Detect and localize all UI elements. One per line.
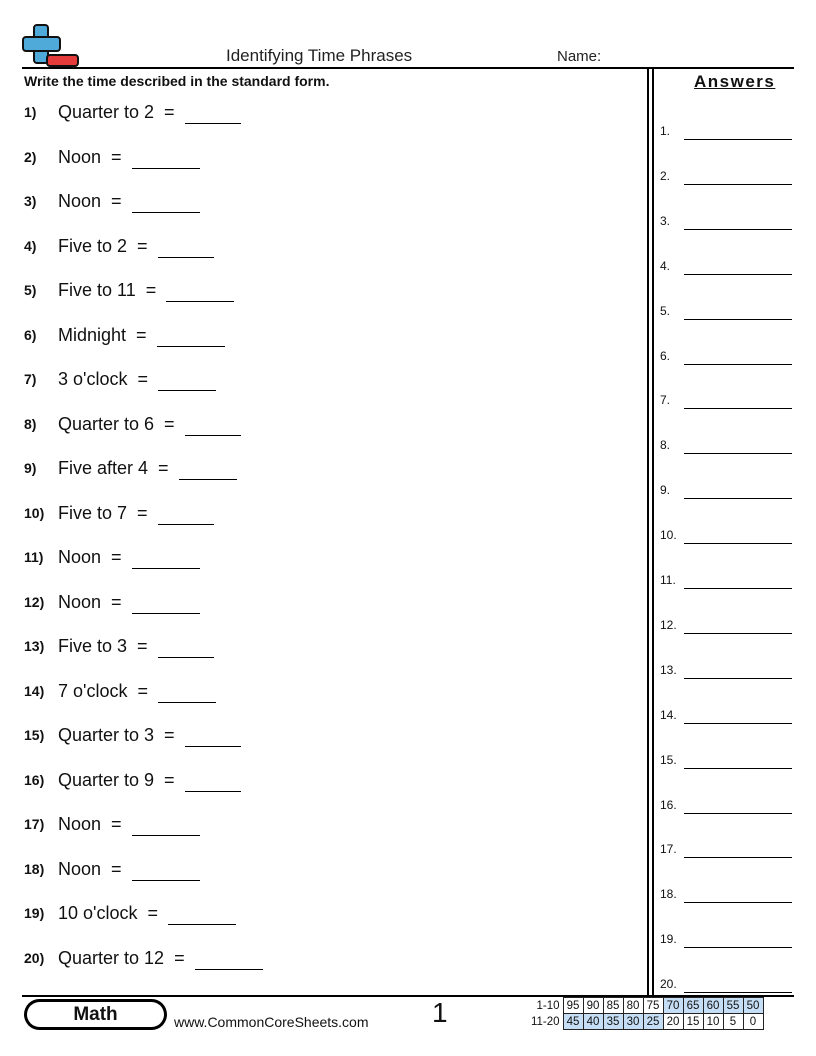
equals-sign: =	[164, 102, 175, 122]
equals-sign: =	[137, 680, 148, 701]
problem-number: 18)	[24, 860, 45, 877]
problem-text: Quarter to 6	[58, 413, 155, 434]
answer-number: 18.	[660, 887, 677, 902]
equals-sign: =	[137, 502, 148, 523]
answer-line[interactable]	[660, 479, 794, 499]
answer-underline	[684, 588, 792, 589]
answer-line[interactable]	[660, 210, 794, 230]
score-cell: 25	[643, 1014, 663, 1030]
score-range-label: 11-20	[530, 1015, 560, 1028]
problem-item	[24, 102, 241, 132]
answer-line[interactable]	[660, 794, 794, 814]
score-cell: 80	[623, 998, 643, 1014]
problem-number: 12)	[24, 593, 45, 610]
answer-blank[interactable]	[132, 814, 200, 836]
answer-number: 16.	[660, 797, 677, 812]
answer-blank[interactable]	[166, 280, 234, 302]
equals-sign: =	[137, 369, 148, 389]
score-range-label: 1-10	[536, 999, 560, 1012]
problem-item	[24, 191, 200, 221]
score-cell: 50	[743, 998, 763, 1014]
answer-number: 11.	[660, 573, 676, 587]
answer-underline	[684, 408, 792, 409]
equals-sign: =	[164, 413, 175, 434]
answer-blank[interactable]	[157, 325, 225, 347]
problem-number: 17)	[24, 816, 45, 832]
problem-text: Noon	[58, 191, 102, 211]
problem-item	[24, 903, 236, 933]
score-cell: 20	[663, 1014, 683, 1030]
score-cell: 55	[723, 998, 743, 1014]
problem-number: 13)	[24, 638, 45, 654]
answer-underline	[684, 992, 792, 993]
answer-line[interactable]	[660, 345, 794, 365]
problem-item	[24, 147, 200, 177]
problem-number: 2)	[24, 148, 37, 165]
problem-text: Noon	[58, 814, 102, 834]
equals-sign: =	[137, 636, 148, 656]
answer-number: 9.	[660, 483, 671, 498]
equals-sign: =	[174, 947, 185, 968]
answer-underline	[684, 723, 792, 724]
problem-text: Noon	[58, 146, 102, 167]
answer-line[interactable]	[660, 838, 794, 858]
subject-label: Math	[27, 1002, 164, 1027]
answer-underline	[684, 678, 792, 679]
equals-sign: =	[164, 725, 175, 745]
answer-line[interactable]	[660, 300, 794, 320]
instructions: Write the time described in the standard form.	[24, 73, 330, 89]
answer-underline	[684, 857, 792, 858]
equals-sign: =	[136, 324, 147, 345]
equals-sign: =	[111, 547, 122, 567]
problem-number: 6)	[24, 326, 37, 343]
problem-number: 10)	[24, 504, 45, 521]
answer-blank[interactable]	[158, 369, 216, 391]
answer-underline	[684, 453, 792, 454]
answer-line[interactable]	[660, 434, 794, 454]
problem-item	[24, 681, 216, 711]
answer-number: 4.	[660, 258, 671, 273]
score-cell: 60	[703, 998, 723, 1014]
answer-blank[interactable]	[179, 458, 237, 480]
problem-item	[24, 814, 200, 844]
answer-number: 12.	[660, 617, 677, 632]
equals-sign: =	[158, 458, 169, 478]
website-link[interactable]: www.CommonCoreSheets.com	[174, 1014, 369, 1030]
answer-line[interactable]	[660, 749, 794, 769]
answer-line[interactable]	[660, 883, 794, 903]
problem-text: Five to 3	[58, 636, 128, 656]
answer-line[interactable]	[660, 614, 794, 634]
answer-underline	[684, 813, 792, 814]
answer-blank[interactable]	[132, 547, 200, 569]
answer-line[interactable]	[660, 569, 794, 589]
answer-blank[interactable]	[158, 636, 214, 658]
problem-number: 4)	[24, 237, 37, 254]
score-cell: 85	[603, 998, 623, 1014]
problem-text: Noon	[58, 858, 102, 879]
answer-line[interactable]	[660, 165, 794, 185]
score-cell: 75	[643, 998, 663, 1014]
answer-line[interactable]	[660, 524, 794, 544]
score-row	[527, 1014, 763, 1030]
answer-underline	[684, 364, 792, 365]
problem-number: 5)	[24, 282, 37, 298]
problem-text: Five to 2	[58, 235, 128, 256]
problem-text: Quarter to 3	[58, 725, 155, 745]
score-cell: 0	[743, 1014, 763, 1030]
problem-number: 15)	[24, 727, 45, 743]
answers-title: Answers	[694, 72, 776, 91]
problem-text: Five to 11	[58, 280, 136, 300]
answer-underline	[684, 902, 792, 903]
problem-item	[24, 369, 216, 399]
problem-text: Quarter to 12	[58, 947, 165, 968]
problem-item	[24, 592, 200, 622]
answer-number: 5.	[660, 303, 671, 318]
score-cell: 90	[583, 998, 603, 1014]
problem-item	[24, 859, 200, 889]
column-divider	[652, 68, 654, 996]
worksheet-title: Identifying Time Phrases	[226, 46, 413, 65]
problem-number: 7)	[24, 371, 37, 387]
equals-sign: =	[111, 814, 122, 834]
subject-badge	[24, 999, 167, 1030]
answer-underline	[684, 139, 792, 140]
problem-item	[24, 325, 225, 355]
answer-underline	[684, 947, 792, 948]
problem-number: 9)	[24, 460, 37, 476]
score-table	[527, 997, 764, 1030]
score-cell: 95	[563, 998, 583, 1014]
column-divider	[647, 68, 649, 996]
answer-blank[interactable]	[158, 503, 214, 525]
name-label: Name:	[557, 48, 602, 65]
score-cell: 35	[603, 1014, 623, 1030]
equals-sign: =	[145, 280, 157, 300]
answer-number: 19.	[660, 932, 677, 947]
problem-text: 10 o'clock	[58, 903, 138, 923]
answer-number: 8.	[660, 438, 671, 453]
problem-number: 16)	[24, 771, 45, 788]
problem-number: 3)	[24, 193, 37, 209]
equals-sign: =	[111, 591, 122, 612]
answer-line[interactable]	[660, 255, 794, 275]
answer-number: 13.	[660, 662, 677, 677]
answer-blank[interactable]	[185, 725, 241, 747]
answer-underline	[684, 543, 792, 544]
problem-number: 19)	[24, 905, 45, 921]
answer-underline	[684, 768, 792, 769]
problem-text: Five to 7	[58, 502, 128, 523]
answer-underline	[684, 498, 792, 499]
equals-sign: =	[147, 903, 158, 923]
answer-blank[interactable]	[158, 236, 214, 258]
equals-sign: =	[164, 769, 175, 790]
problem-item	[24, 547, 200, 577]
problem-item	[24, 503, 214, 533]
problem-number: 11)	[24, 549, 44, 565]
score-cell: 10	[703, 1014, 723, 1030]
problem-text: 3 o'clock	[58, 369, 128, 389]
problem-item	[24, 458, 237, 488]
answer-line[interactable]	[660, 928, 794, 948]
problem-text: 7 o'clock	[58, 680, 128, 701]
answer-underline	[684, 274, 792, 275]
score-cell: 30	[623, 1014, 643, 1030]
problem-item	[24, 414, 241, 444]
problem-item	[24, 948, 263, 978]
answer-blank[interactable]	[132, 859, 200, 881]
equals-sign: =	[111, 858, 122, 879]
answer-number: 7.	[660, 393, 671, 408]
answer-blank[interactable]	[132, 147, 200, 169]
answer-blank[interactable]	[185, 414, 241, 436]
answer-underline	[684, 319, 792, 320]
problem-item	[24, 636, 214, 666]
plus-minus-logo-icon	[22, 24, 80, 68]
header-rule	[22, 67, 794, 69]
problem-number: 20)	[24, 949, 45, 966]
answer-number: 3.	[660, 213, 671, 228]
problem-text: Quarter to 2	[58, 102, 155, 122]
score-cell: 15	[683, 1014, 703, 1030]
score-cell: 5	[723, 1014, 743, 1030]
answer-blank[interactable]	[168, 903, 236, 925]
answer-line[interactable]	[660, 389, 794, 409]
problem-text: Noon	[58, 547, 102, 567]
answer-number: 2.	[660, 168, 671, 183]
answer-number: 1.	[660, 124, 671, 138]
problem-number: 14)	[24, 682, 45, 699]
answer-underline	[684, 184, 792, 185]
score-row	[527, 998, 763, 1014]
answer-blank[interactable]	[132, 592, 200, 614]
problem-text: Midnight	[58, 324, 127, 345]
problem-number: 8)	[24, 415, 37, 432]
answer-line[interactable]	[660, 659, 794, 679]
answer-blank[interactable]	[132, 191, 200, 213]
score-cell: 65	[683, 998, 703, 1014]
answer-blank[interactable]	[195, 948, 263, 970]
answer-underline	[684, 633, 792, 634]
problem-number: 1)	[24, 104, 37, 120]
score-cell: 70	[663, 998, 683, 1014]
problem-text: Five after 4	[58, 458, 149, 478]
problem-item	[24, 725, 241, 755]
answer-blank[interactable]	[185, 102, 241, 124]
equals-sign: =	[111, 146, 122, 167]
answer-line[interactable]	[660, 704, 794, 724]
answer-number: 15.	[660, 752, 677, 767]
answer-number: 20.	[660, 977, 677, 992]
problem-text: Noon	[58, 591, 102, 612]
score-cell: 45	[563, 1014, 583, 1030]
answer-line[interactable]	[660, 120, 794, 140]
answer-underline	[684, 229, 792, 230]
answer-number: 6.	[660, 348, 671, 363]
answer-blank[interactable]	[185, 770, 241, 792]
problem-item	[24, 770, 241, 800]
equals-sign: =	[137, 235, 148, 256]
answer-number: 14.	[660, 707, 677, 722]
problem-text: Quarter to 9	[58, 769, 155, 790]
equals-sign: =	[111, 191, 122, 211]
problem-item	[24, 280, 234, 310]
answer-blank[interactable]	[158, 681, 216, 703]
problem-item	[24, 236, 214, 266]
page-number: 1	[432, 997, 448, 1028]
answer-number: 17.	[660, 842, 677, 857]
answer-line[interactable]	[660, 973, 794, 993]
score-cell: 40	[583, 1014, 603, 1030]
answer-number: 10.	[660, 528, 677, 543]
